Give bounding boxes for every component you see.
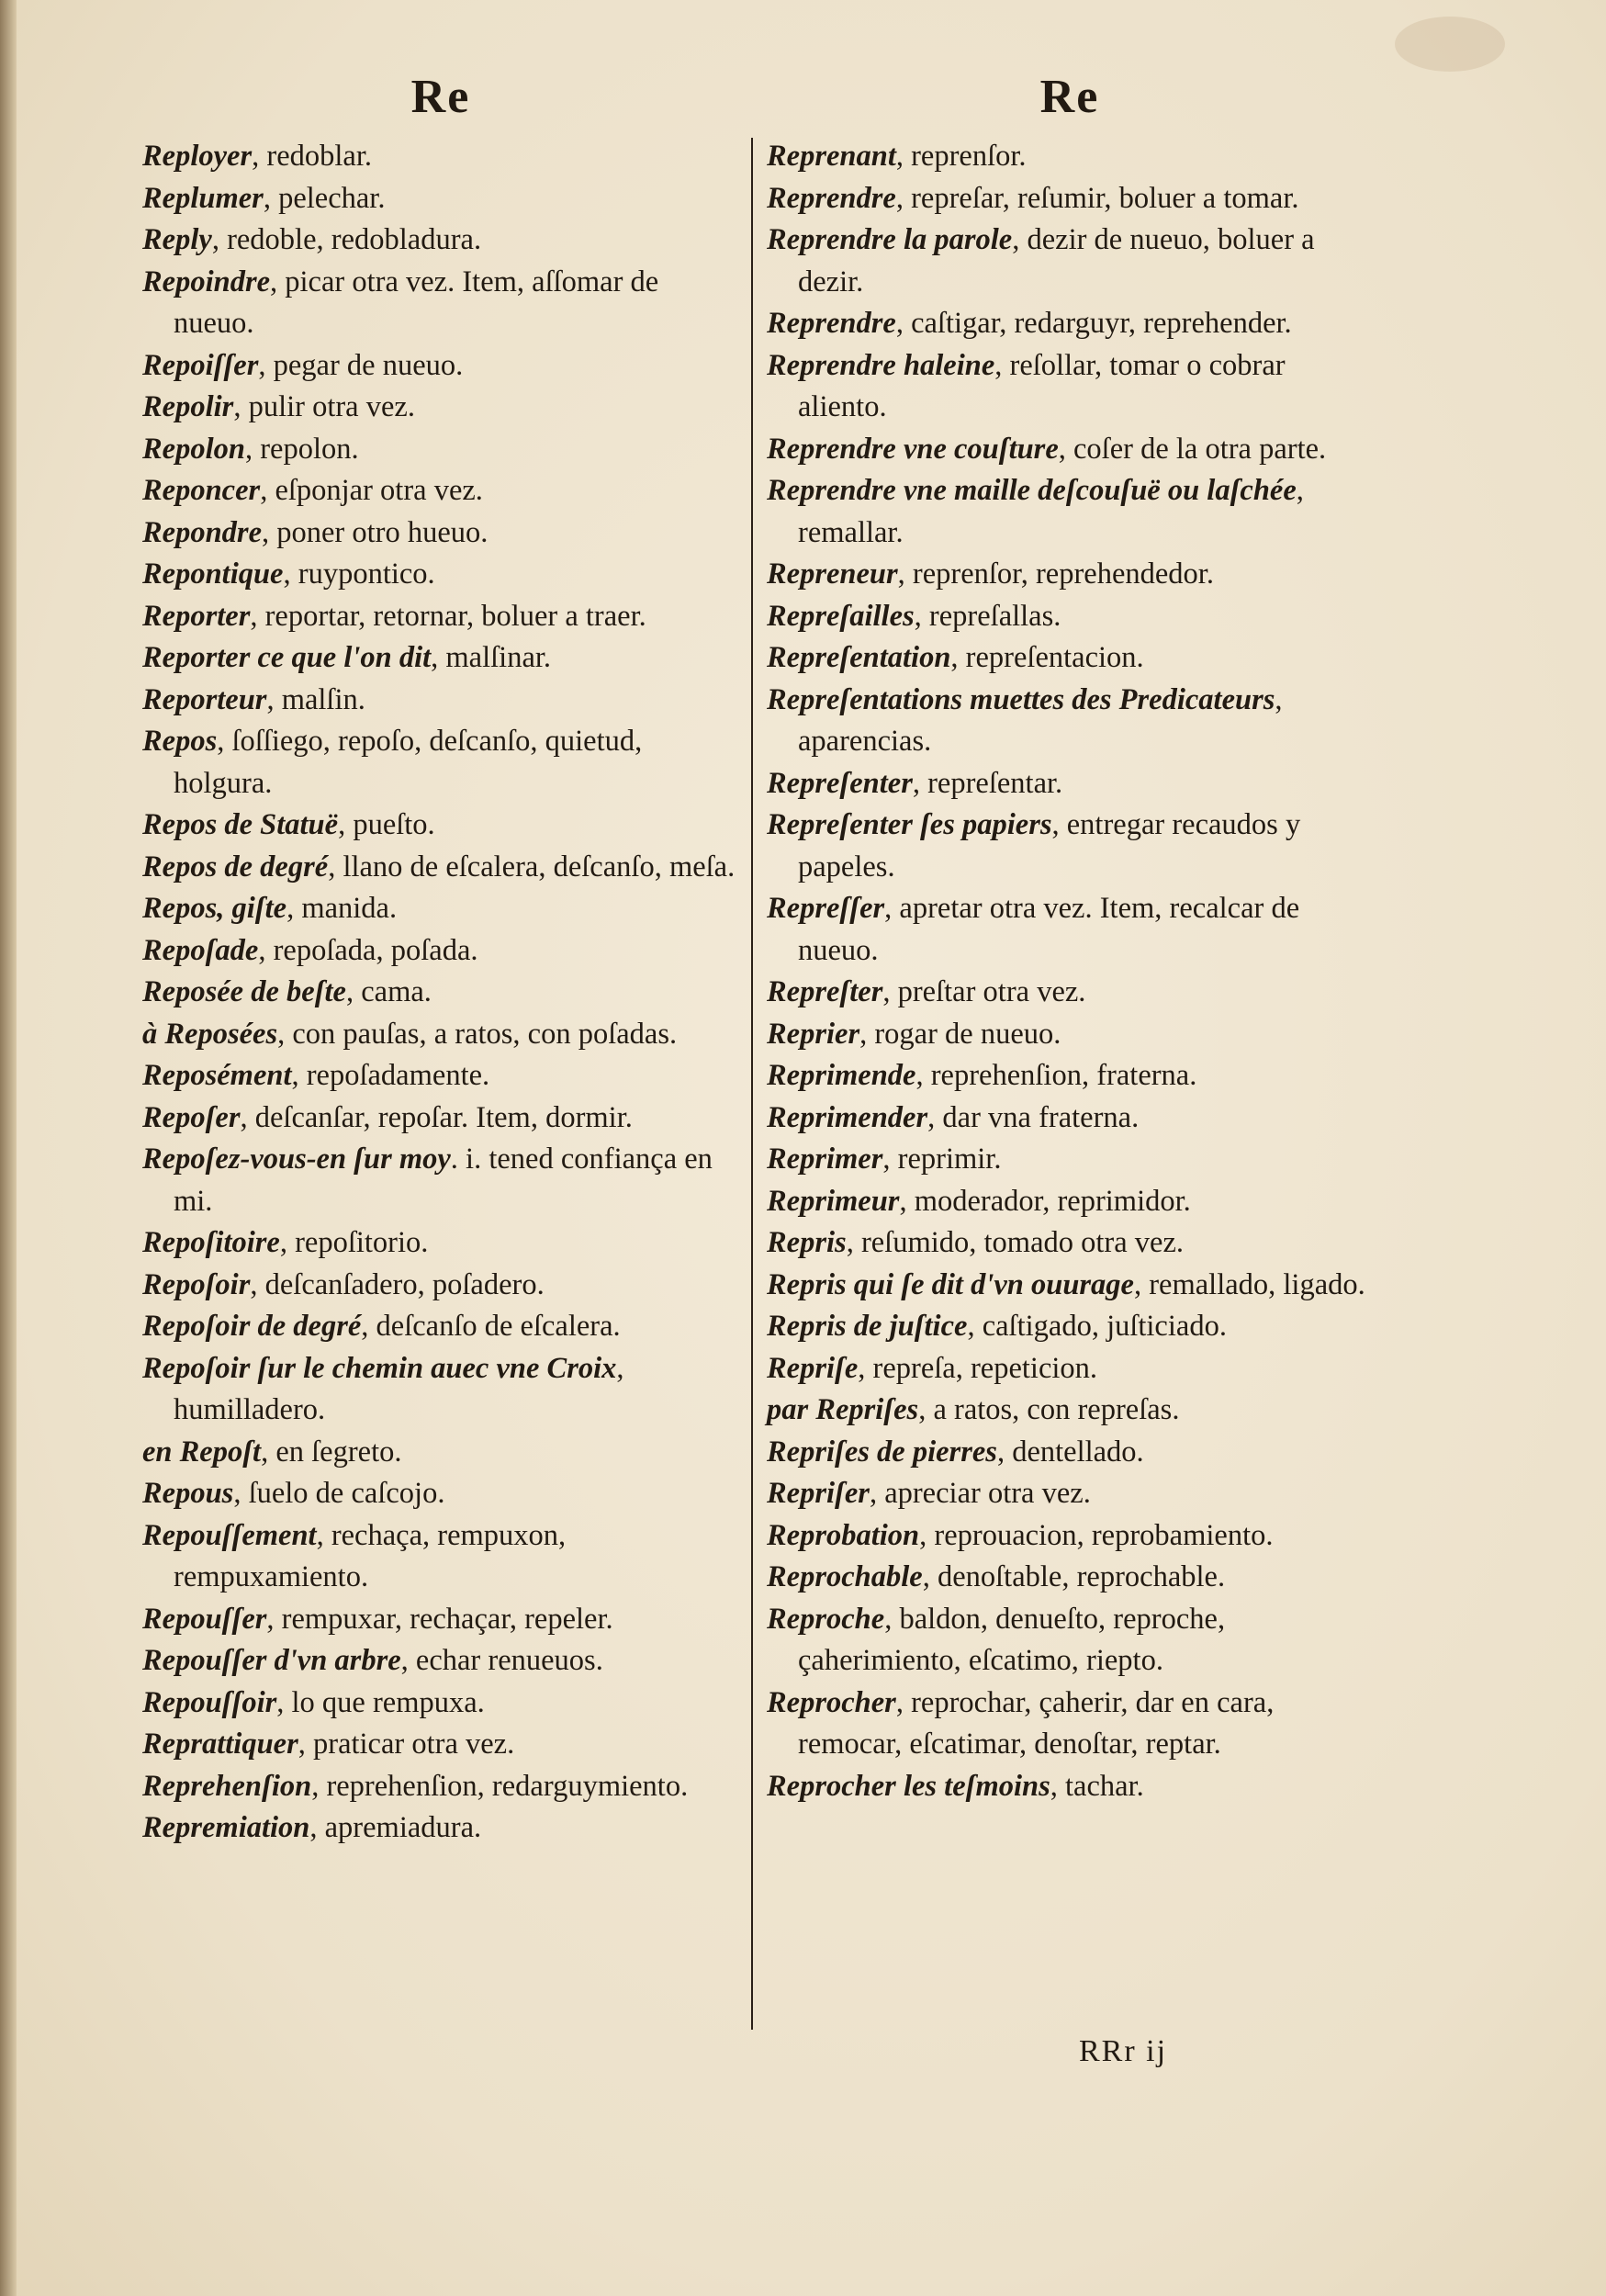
entry-definition: , apremiadura. bbox=[309, 1811, 482, 1844]
entry-term: Reprimer bbox=[767, 1142, 883, 1176]
left-running-head: Re bbox=[410, 71, 471, 123]
entry-term: Reployer bbox=[142, 140, 253, 173]
entry-definition: , reprehenſion, redarguymiento. bbox=[311, 1769, 689, 1803]
entry-term: Repous bbox=[142, 1477, 234, 1510]
dictionary-entry bbox=[142, 721, 739, 805]
entry-definition: , cama. bbox=[345, 975, 432, 1008]
dictionary-entry bbox=[142, 1014, 739, 1056]
entry-definition: , ſuelo de caſcojo. bbox=[233, 1477, 445, 1510]
entry-definition: , apretar otra vez. Item, recalcar de nueuo. bbox=[798, 892, 1300, 967]
entry-definition: , repreſallas. bbox=[914, 599, 1061, 633]
dictionary-entry bbox=[767, 1432, 1373, 1474]
entry-definition: , moderador, reprimidor. bbox=[899, 1184, 1191, 1218]
dictionary-entry bbox=[142, 1599, 739, 1641]
dictionary-entry bbox=[767, 763, 1373, 805]
dictionary-entry bbox=[767, 1473, 1373, 1515]
dictionary-entry bbox=[142, 805, 739, 847]
dictionary-entry bbox=[142, 262, 739, 345]
entry-definition: , pelechar. bbox=[263, 181, 386, 215]
entry-term: Reprimeur bbox=[767, 1184, 900, 1218]
dictionary-entry bbox=[767, 972, 1373, 1014]
dictionary-entry bbox=[767, 596, 1373, 638]
entry-term: Reprocher les teſmoins bbox=[767, 1769, 1050, 1803]
dictionary-entry bbox=[142, 1432, 739, 1474]
left-entries bbox=[142, 136, 739, 1850]
dictionary-entry bbox=[767, 1683, 1373, 1766]
entry-term: Reposément bbox=[142, 1059, 292, 1092]
entry-definition: , echar renueuos. bbox=[400, 1644, 603, 1677]
entry-term: Repoſoir de degré bbox=[142, 1310, 362, 1343]
entry-definition: , repreſar, reſumir, boluer a tomar. bbox=[895, 181, 1299, 215]
dictionary-entry bbox=[142, 847, 739, 889]
entry-definition: , apreciar otra vez. bbox=[869, 1477, 1091, 1510]
entry-definition: , repolon. bbox=[244, 432, 359, 466]
dictionary-entry bbox=[767, 1599, 1373, 1683]
dictionary-entry bbox=[142, 1348, 739, 1432]
entry-term: Reposée de beſte bbox=[142, 975, 346, 1008]
entry-definition: , repreſa, repeticion. bbox=[858, 1351, 1098, 1385]
entry-term: Reporter ce que l'on dit bbox=[142, 641, 432, 674]
entry-term: Repontique bbox=[142, 557, 284, 591]
entry-definition: , dezir de nueuo, boluer a dezir. bbox=[798, 223, 1315, 298]
dictionary-entry bbox=[142, 1724, 739, 1766]
dictionary-entry bbox=[142, 888, 739, 930]
entry-term: Repoiſſer bbox=[142, 348, 259, 382]
entry-term: Repouſſoir bbox=[142, 1685, 277, 1719]
entry-term: Repris de juſtice bbox=[767, 1310, 968, 1343]
entry-definition: , ruypontico. bbox=[283, 557, 435, 591]
entry-definition: , denoſtable, reprochable. bbox=[922, 1560, 1226, 1593]
dictionary-entry bbox=[142, 136, 739, 178]
entry-definition: , humilladero. bbox=[174, 1351, 624, 1426]
entry-term: Repoindre bbox=[142, 264, 271, 298]
entry-term: Repreſentation bbox=[767, 641, 951, 674]
dictionary-entry bbox=[767, 1265, 1373, 1307]
dictionary-entry bbox=[767, 429, 1373, 471]
entry-definition: . i. tened confiança en mi. bbox=[174, 1142, 713, 1218]
entry-definition: , ſoſſiego, repoſo, deſcanſo, quietud, holgura. bbox=[174, 725, 643, 800]
dictionary-entry bbox=[767, 805, 1373, 888]
entry-definition: , con pauſas, a ratos, con poſadas. bbox=[277, 1017, 678, 1051]
entry-term: Repriſe bbox=[767, 1351, 859, 1385]
entry-term: Repos, giſte bbox=[142, 892, 287, 925]
entry-definition: , reſollar, tomar o cobrar aliento. bbox=[798, 348, 1286, 423]
dictionary-entry bbox=[767, 1348, 1373, 1390]
entry-term: Reprocher bbox=[767, 1685, 896, 1719]
entry-definition: , repoſadamente. bbox=[291, 1059, 490, 1092]
dictionary-entry bbox=[142, 1055, 739, 1097]
dictionary-entry bbox=[767, 888, 1373, 972]
entry-definition: , reprochar, çaherir, dar en cara, remocar, eſcatimar, denoſtar, reptar. bbox=[798, 1685, 1275, 1761]
entry-definition: , manida. bbox=[286, 892, 398, 925]
entry-definition: , en ſegreto. bbox=[261, 1435, 402, 1469]
entry-term: Repoſoir ſur le chemin auec vne Croix bbox=[142, 1351, 617, 1385]
entry-term: Repreſailles bbox=[767, 599, 915, 633]
entry-definition: , coſer de la otra parte. bbox=[1058, 432, 1327, 466]
entry-term: Repolon bbox=[142, 432, 245, 466]
entry-term: Reprier bbox=[767, 1017, 860, 1051]
entry-term: Reprimende bbox=[767, 1059, 916, 1092]
entry-definition: , caſtigar, redarguyr, reprehender. bbox=[895, 307, 1292, 340]
entry-term: Replumer bbox=[142, 181, 264, 215]
entry-definition: , malſinar. bbox=[431, 641, 552, 674]
entry-definition: , repoſada, poſada. bbox=[258, 933, 478, 967]
entry-term: Reprendre bbox=[767, 307, 896, 340]
dictionary-entry bbox=[767, 637, 1373, 680]
entry-term: Repoſitoire bbox=[142, 1226, 280, 1259]
entry-definition: , dentellado. bbox=[996, 1435, 1144, 1469]
dictionary-entry bbox=[142, 512, 739, 555]
dictionary-entry bbox=[142, 429, 739, 471]
dictionary-entry bbox=[142, 1097, 739, 1140]
entry-definition: , preſtar otra vez. bbox=[882, 975, 1086, 1008]
dictionary-entry bbox=[767, 303, 1373, 345]
entry-term: Repreſſer bbox=[767, 892, 885, 925]
paper-stain bbox=[1395, 17, 1505, 72]
entry-definition: , baldon, denueſto, reproche, çaherimiento, eſcatimo, riepto. bbox=[798, 1602, 1226, 1677]
entry-term: par Repriſes bbox=[767, 1393, 919, 1426]
dictionary-entry bbox=[767, 1766, 1373, 1808]
entry-definition: , repoſitorio. bbox=[279, 1226, 429, 1259]
signature-mark: RRr ij bbox=[1079, 2034, 1168, 2068]
dictionary-entry bbox=[142, 178, 739, 220]
dictionary-entry bbox=[767, 1222, 1373, 1265]
entry-definition: , repreſentacion. bbox=[950, 641, 1144, 674]
dictionary-entry bbox=[767, 1181, 1373, 1223]
entry-definition: , reprouacion, reprobamiento. bbox=[919, 1518, 1274, 1552]
entry-definition: , poner otro hueuo. bbox=[262, 515, 489, 549]
entry-definition: , entregar recaudos y papeles. bbox=[798, 808, 1301, 884]
entry-definition: , picar otra vez. Item, aſſomar de nueuo. bbox=[174, 264, 659, 340]
entry-definition: , redoblar. bbox=[252, 140, 372, 173]
entry-term: Reply bbox=[142, 223, 212, 256]
entry-term: Repos de Statuë bbox=[142, 808, 339, 841]
entry-term: Repreſenter ſes papiers bbox=[767, 808, 1052, 841]
entry-term: Reprendre vne maille deſcouſuë ou laſchée bbox=[767, 474, 1297, 507]
entry-term: Repreſentations muettes des Predicateurs bbox=[767, 682, 1275, 716]
entry-term: Repreneur bbox=[767, 557, 898, 591]
entry-term: en Repoſt bbox=[142, 1435, 262, 1469]
entry-definition: , pulir otra vez. bbox=[233, 390, 415, 423]
entry-definition: , tachar. bbox=[1050, 1769, 1144, 1803]
entry-definition: , rechaça, rempuxon, rempuxamiento. bbox=[174, 1518, 567, 1593]
entry-term: Repoſoir bbox=[142, 1267, 251, 1301]
dictionary-entry bbox=[142, 596, 739, 638]
entry-definition: , remallado, ligado. bbox=[1133, 1267, 1365, 1301]
entry-term: Repos de degré bbox=[142, 850, 329, 884]
dictionary-entry bbox=[767, 178, 1373, 220]
dictionary-entry bbox=[767, 1097, 1373, 1140]
entry-term: Repriſes de pierres bbox=[767, 1435, 997, 1469]
entry-definition: , repreſentar. bbox=[912, 766, 1063, 800]
entry-definition: , rempuxar, rechaçar, repeler. bbox=[266, 1602, 613, 1636]
entry-term: Repriſer bbox=[767, 1477, 870, 1510]
right-entries bbox=[767, 136, 1373, 1807]
entry-definition: , reprenſor, reprehendedor. bbox=[897, 557, 1214, 591]
entry-term: Repris bbox=[767, 1226, 847, 1259]
entry-term: Repondre bbox=[142, 515, 262, 549]
dictionary-entry bbox=[142, 1640, 739, 1683]
dictionary-entry bbox=[767, 136, 1373, 178]
entry-definition: , deſcanſo de eſcalera. bbox=[361, 1310, 621, 1343]
entry-term: Reporter bbox=[142, 599, 251, 633]
entry-definition: , reprimir. bbox=[882, 1142, 1002, 1176]
entry-term: Reproche bbox=[767, 1602, 885, 1636]
dictionary-entry bbox=[142, 219, 739, 262]
entry-term: Reprochable bbox=[767, 1560, 923, 1593]
dictionary-entry bbox=[142, 554, 739, 596]
entry-term: Repoſer bbox=[142, 1100, 241, 1134]
entry-term: à Reposées bbox=[142, 1017, 278, 1051]
dictionary-entry bbox=[142, 972, 739, 1014]
entry-term: Repos bbox=[142, 725, 218, 758]
dictionary-entry bbox=[767, 1055, 1373, 1097]
dictionary-entry bbox=[142, 1265, 739, 1307]
entry-term: Reponcer bbox=[142, 474, 261, 507]
dictionary-entry bbox=[767, 470, 1373, 554]
entry-term: Reporteur bbox=[142, 682, 267, 716]
entry-definition: , deſcanſadero, poſadero. bbox=[250, 1267, 545, 1301]
page-binding-edge bbox=[0, 0, 17, 2296]
entry-definition: , malſin. bbox=[266, 682, 365, 716]
dictionary-entry bbox=[767, 1306, 1373, 1348]
entry-definition: , reſumido, tomado otra vez. bbox=[846, 1226, 1185, 1259]
dictionary-entry bbox=[142, 1139, 739, 1222]
dictionary-entry bbox=[767, 1557, 1373, 1599]
dictionary-entry bbox=[142, 387, 739, 429]
entry-term: Repouſſement bbox=[142, 1518, 317, 1552]
entry-definition: , pegar de nueuo. bbox=[258, 348, 464, 382]
dictionary-entry bbox=[142, 1306, 739, 1348]
right-column bbox=[767, 64, 1373, 1807]
dictionary-entry bbox=[767, 345, 1373, 429]
dictionary-entry bbox=[142, 1683, 739, 1725]
entry-definition: , a ratos, con repreſas. bbox=[918, 1393, 1180, 1426]
dictionary-entry bbox=[142, 680, 739, 722]
left-column bbox=[142, 64, 739, 1850]
entry-term: Reprendre vne couſture bbox=[767, 432, 1059, 466]
dictionary-entry bbox=[767, 219, 1373, 303]
entry-definition: , caſtigado, juſticiado. bbox=[967, 1310, 1227, 1343]
right-running-head: Re bbox=[1039, 71, 1100, 123]
entry-definition: , reportar, retornar, boluer a traer. bbox=[250, 599, 646, 633]
entry-term: Repremiation bbox=[142, 1811, 310, 1844]
entry-definition: , lo que rempuxa. bbox=[276, 1685, 485, 1719]
entry-definition: , deſcanſar, repoſar. Item, dormir. bbox=[240, 1100, 633, 1134]
entry-term: Repris qui ſe dit d'vn ouurage bbox=[767, 1267, 1134, 1301]
dictionary-entry bbox=[767, 1139, 1373, 1181]
entry-term: Repolir bbox=[142, 390, 234, 423]
dictionary-entry bbox=[142, 637, 739, 680]
entry-definition: , reprehenſion, fraterna. bbox=[915, 1059, 1197, 1092]
dictionary-entry bbox=[142, 930, 739, 973]
entry-term: Reprendre haleine bbox=[767, 348, 995, 382]
dictionary-entry bbox=[767, 1014, 1373, 1056]
dictionary-entry bbox=[767, 1390, 1373, 1432]
entry-definition: , praticar otra vez. bbox=[298, 1728, 515, 1761]
dictionary-entry bbox=[142, 470, 739, 512]
entry-term: Reprehenſion bbox=[142, 1769, 312, 1803]
entry-term: Repoſez-vous-en ſur moy bbox=[142, 1142, 451, 1176]
entry-term: Reprenant bbox=[767, 140, 896, 173]
entry-term: Reprimender bbox=[767, 1100, 928, 1134]
dictionary-entry bbox=[142, 1473, 739, 1515]
entry-definition: , pueſto. bbox=[338, 808, 435, 841]
entry-term: Repreſter bbox=[767, 975, 883, 1008]
dictionary-entry bbox=[767, 554, 1373, 596]
entry-term: Repouſſer bbox=[142, 1602, 267, 1636]
entry-definition: , rogar de nueuo. bbox=[859, 1017, 1061, 1051]
column-divider bbox=[751, 138, 753, 2030]
entry-term: Repoſade bbox=[142, 933, 259, 967]
entry-term: Repouſſer d'vn arbre bbox=[142, 1644, 401, 1677]
entry-definition: , llano de eſcalera, deſcanſo, meſa. bbox=[328, 850, 736, 884]
entry-term: Repreſenter bbox=[767, 766, 913, 800]
entry-definition: , remallar. bbox=[798, 474, 1304, 549]
dictionary-entry bbox=[142, 1766, 739, 1808]
entry-term: Reprendre bbox=[767, 181, 896, 215]
entry-definition: , redoble, redobladura. bbox=[211, 223, 482, 256]
dictionary-entry bbox=[767, 1515, 1373, 1558]
entry-definition: , aparencias. bbox=[798, 682, 1283, 758]
dictionary-entry bbox=[142, 1222, 739, 1265]
dictionary-entry bbox=[142, 1807, 739, 1850]
entry-term: Reprendre la parole bbox=[767, 223, 1013, 256]
dictionary-entry bbox=[142, 1515, 739, 1599]
entry-term: Reprattiquer bbox=[142, 1728, 298, 1761]
dictionary-entry bbox=[142, 345, 739, 388]
entry-definition: , eſponjar otra vez. bbox=[260, 474, 483, 507]
entry-term: Reprobation bbox=[767, 1518, 920, 1552]
entry-definition: , dar vna fraterna. bbox=[927, 1100, 1140, 1134]
dictionary-entry bbox=[767, 680, 1373, 763]
entry-definition: , reprenſor. bbox=[895, 140, 1027, 173]
